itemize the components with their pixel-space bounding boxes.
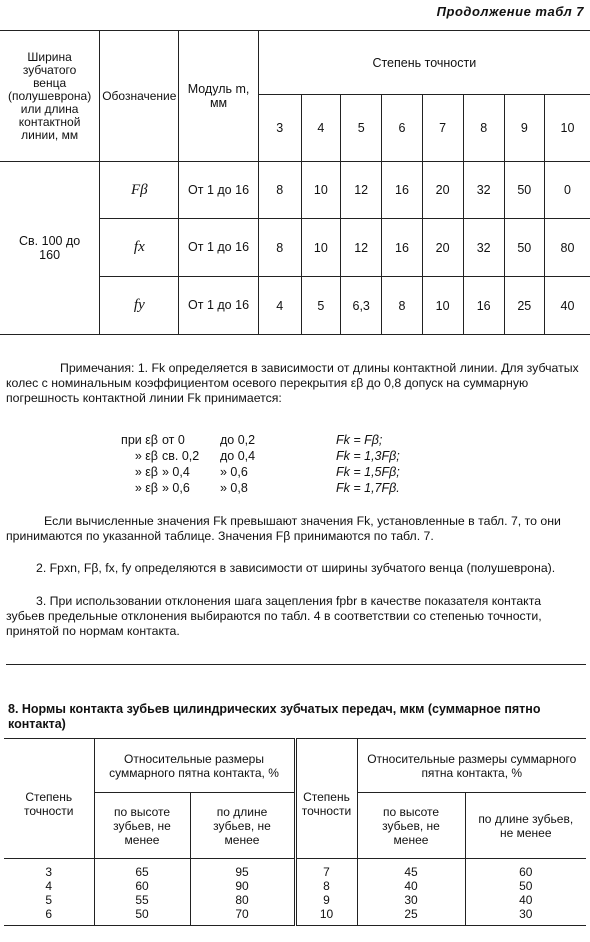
value-cell: 80 bbox=[190, 893, 295, 907]
value-cell: 60 bbox=[94, 879, 190, 893]
value-cell: 30 bbox=[357, 893, 465, 907]
degree-header: 7 bbox=[422, 95, 463, 162]
value-cell: 70 bbox=[190, 907, 295, 926]
module-cell: От 1 до 16 bbox=[179, 219, 258, 277]
note-2: 2. Fpxn, Fβ, fx, fy определяются в зависимости от ширины зубчатого венца (полушеврона). bbox=[36, 561, 556, 575]
col-header-contact-size: Относительные размеры суммарного пятна контакта, % bbox=[94, 739, 295, 793]
value-cell: 50 bbox=[465, 879, 586, 893]
value-cell: 12 bbox=[340, 162, 381, 219]
value-cell: 8 bbox=[382, 277, 422, 335]
formula-row: » εβ » 0,4 » 0,6 Fk = 1,5Fβ; bbox=[134, 465, 400, 479]
value-cell: 55 bbox=[94, 893, 190, 907]
section-divider bbox=[6, 664, 586, 665]
symbol-cell: Fβ bbox=[100, 162, 179, 219]
value-cell: 0 bbox=[544, 162, 590, 219]
value-cell: 40 bbox=[357, 879, 465, 893]
value-cell: 90 bbox=[190, 879, 295, 893]
symbol-cell: fx bbox=[100, 219, 179, 277]
degree-cell: 5 bbox=[4, 893, 94, 907]
value-cell: 50 bbox=[504, 162, 544, 219]
col-header-height: по высоте зубьев, не менее bbox=[357, 793, 465, 859]
degree-cell: 8 bbox=[295, 879, 357, 893]
col-header-contact-size: Относительные размеры суммарного пятна контакта, % bbox=[357, 739, 586, 793]
note-1: Примечания: 1. Fk определяется в зависимости от длины контактной линии. Для зубчатых колес с номинальным коэффициентом осевого перекрытия εβ до 0,8 допуск на суммарную погрешность контактной линии Fk принимается: bbox=[6, 361, 579, 405]
note-3: 3. При использовании отклонения шага зацепления fpbr в качестве показателя контакта зубьев предельные отклонения выбираются по табл. 4 в соответствии со степенью точности, принятой по нормам контакта. bbox=[6, 594, 542, 638]
degree-cell: 10 bbox=[295, 907, 357, 926]
module-cell: От 1 до 16 bbox=[179, 162, 258, 219]
tolerance-table bbox=[0, 30, 590, 335]
value-cell: 40 bbox=[465, 893, 586, 907]
page-header: Продолжение табл 7 bbox=[436, 4, 584, 19]
value-cell: 32 bbox=[463, 162, 504, 219]
formula-row: » εβ св. 0,2 до 0,4 Fk = 1,3Fβ; bbox=[134, 449, 400, 463]
symbol-cell: fy bbox=[100, 277, 179, 335]
col-header-accuracy: Степень точности bbox=[258, 31, 590, 95]
value-cell: 65 bbox=[94, 859, 190, 880]
col-header-degree: Степень точности bbox=[4, 739, 94, 859]
col-header-length: по длине зубьев, не менее bbox=[465, 793, 586, 859]
value-cell: 16 bbox=[382, 219, 422, 277]
degree-cell: 3 bbox=[4, 859, 94, 880]
value-cell: 4 bbox=[258, 277, 301, 335]
value-cell: 16 bbox=[463, 277, 504, 335]
col-header-length: по длине зубьев, не менее bbox=[190, 793, 295, 859]
value-cell: 50 bbox=[94, 907, 190, 926]
section-8-title: 8. Нормы контакта зубьев цилиндрических зубчатых передач, мкм (суммарное пятно контакта) bbox=[8, 702, 541, 731]
formula-row: » εβ » 0,6 » 0,8 Fk = 1,7Fβ. bbox=[134, 481, 400, 495]
col-header-designation: Обозначение bbox=[100, 31, 179, 162]
degree-header: 5 bbox=[340, 95, 381, 162]
col-header-module: Модуль m, мм bbox=[179, 31, 258, 162]
value-cell: 10 bbox=[301, 162, 340, 219]
formula-block bbox=[0, 432, 590, 496]
value-cell: 25 bbox=[357, 907, 465, 926]
col-header-degree: Степень точности bbox=[295, 739, 357, 859]
value-cell: 25 bbox=[504, 277, 544, 335]
note-1-cont: Если вычисленные значения Fk превышают значения Fk, установленные в табл. 7, то они принимаются по указанной таблице. Значения Fβ принимаются по табл. 7. bbox=[6, 514, 561, 543]
degree-cell: 6 bbox=[4, 907, 94, 926]
value-cell: 8 bbox=[258, 219, 301, 277]
degree-header: 8 bbox=[463, 95, 504, 162]
value-cell: 8 bbox=[258, 162, 301, 219]
value-cell: 5 bbox=[301, 277, 340, 335]
row-label: Св. 100 до 160 bbox=[0, 162, 100, 335]
value-cell: 95 bbox=[190, 859, 295, 880]
value-cell: 40 bbox=[544, 277, 590, 335]
degree-header: 10 bbox=[544, 95, 590, 162]
formula-row: при εβ от 0 до 0,2 Fk = Fβ; bbox=[121, 433, 383, 447]
degree-header: 9 bbox=[504, 95, 544, 162]
value-cell: 20 bbox=[422, 162, 463, 219]
col-header-width: Ширина зубчатого венца (полушеврона) или длина контактной линии, мм bbox=[0, 31, 100, 162]
value-cell: 50 bbox=[504, 219, 544, 277]
value-cell: 45 bbox=[357, 859, 465, 880]
value-cell: 10 bbox=[422, 277, 463, 335]
degree-header: 6 bbox=[382, 95, 422, 162]
value-cell: 20 bbox=[422, 219, 463, 277]
col-header-height: по высоте зубьев, не менее bbox=[94, 793, 190, 859]
degree-header: 3 bbox=[258, 95, 301, 162]
contact-norms-table bbox=[4, 738, 586, 926]
value-cell: 32 bbox=[463, 219, 504, 277]
degree-cell: 9 bbox=[295, 893, 357, 907]
value-cell: 80 bbox=[544, 219, 590, 277]
degree-cell: 4 bbox=[4, 879, 94, 893]
value-cell: 60 bbox=[465, 859, 586, 880]
value-cell: 16 bbox=[382, 162, 422, 219]
degree-header: 4 bbox=[301, 95, 340, 162]
value-cell: 6,3 bbox=[340, 277, 381, 335]
value-cell: 10 bbox=[301, 219, 340, 277]
degree-cell: 7 bbox=[295, 859, 357, 880]
module-cell: От 1 до 16 bbox=[179, 277, 258, 335]
value-cell: 12 bbox=[340, 219, 381, 277]
value-cell: 30 bbox=[465, 907, 586, 926]
